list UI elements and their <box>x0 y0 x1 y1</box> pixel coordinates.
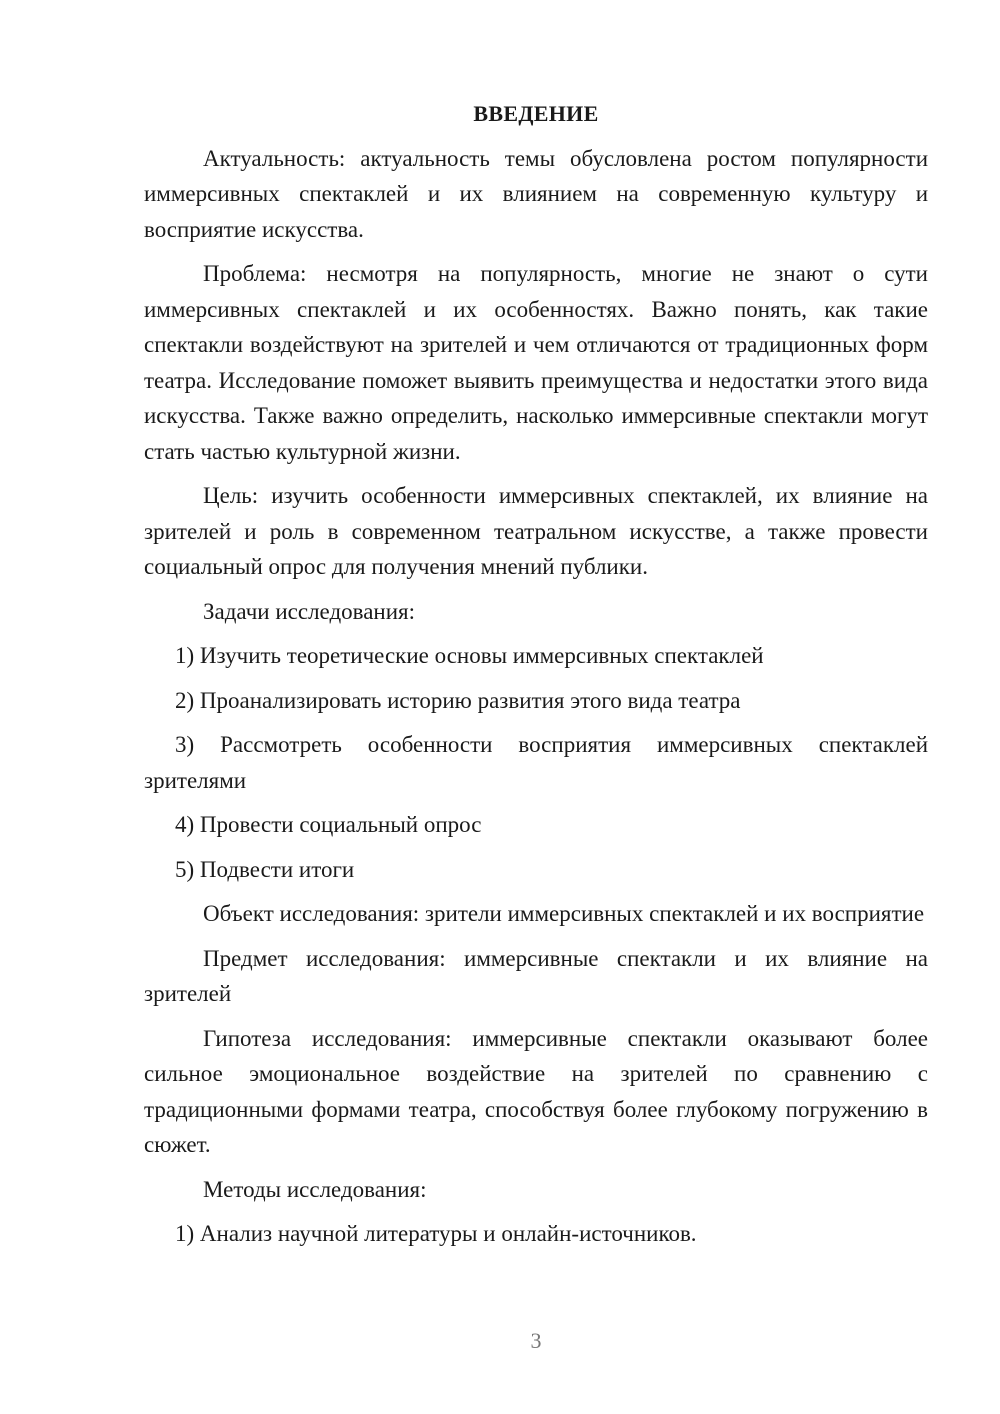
goal-paragraph: Цель: изучить особенности иммерсивных спектаклей, их влияние на зрителей и роль в современном театральном искусстве, а также провести социальный опрос для получения мнений публики. <box>144 483 928 579</box>
task-item: 2) Проанализировать историю развития этого вида театра <box>175 687 741 713</box>
relevance-paragraph: Актуальность: актуальность темы обусловлена ростом популярности иммерсивных спектаклей и их влиянием на современную культуру и восприятие искусства. <box>144 145 928 242</box>
method-item: 1) Анализ научной литературы и онлайн-источников. <box>175 1221 697 1246</box>
methods-heading: Методы исследования: <box>203 1176 427 1202</box>
object-paragraph: Объект исследования: зрители иммерсивных спектаклей и их восприятие <box>203 901 925 926</box>
task-item: 5) Подвести итоги <box>175 856 355 882</box>
tasks-heading: Задачи исследования: <box>203 598 416 624</box>
task-item: 3) Рассмотреть особенности восприятия иммерсивных спектаклей зрителями <box>144 732 928 793</box>
problem-paragraph: Проблема: несмотря на популярность, многие не знают о сути иммерсивных спектаклей и их особенностях. Важно понять, как такие спектакли воздействуют на зрителей и чем отличаются от традиционных форм театра. Исследование поможет выявить преимущества и недостатки этого вида искусства. Также важно определить, насколько иммерсивные спектакли могут стать частью культурной жизни. <box>144 261 928 464</box>
hypothesis-paragraph: Гипотеза исследования: иммерсивные спектакли оказывают более сильное эмоциональное воздействие на зрителей по сравнению с традиционными формами театра, способствуя более глубокому погружению в сюжет. <box>144 1025 928 1157</box>
page-number: 3 <box>530 1328 542 1353</box>
task-item: 4) Провести социальный опрос <box>175 812 482 837</box>
subject-paragraph: Предмет исследования: иммерсивные спектакли и их влияние на зрителей <box>144 945 928 1006</box>
page-content <box>144 96 928 1261</box>
section-title: ВВЕДЕНИЕ <box>473 101 599 126</box>
task-item: 1) Изучить теоретические основы иммерсивных спектаклей <box>175 643 764 668</box>
